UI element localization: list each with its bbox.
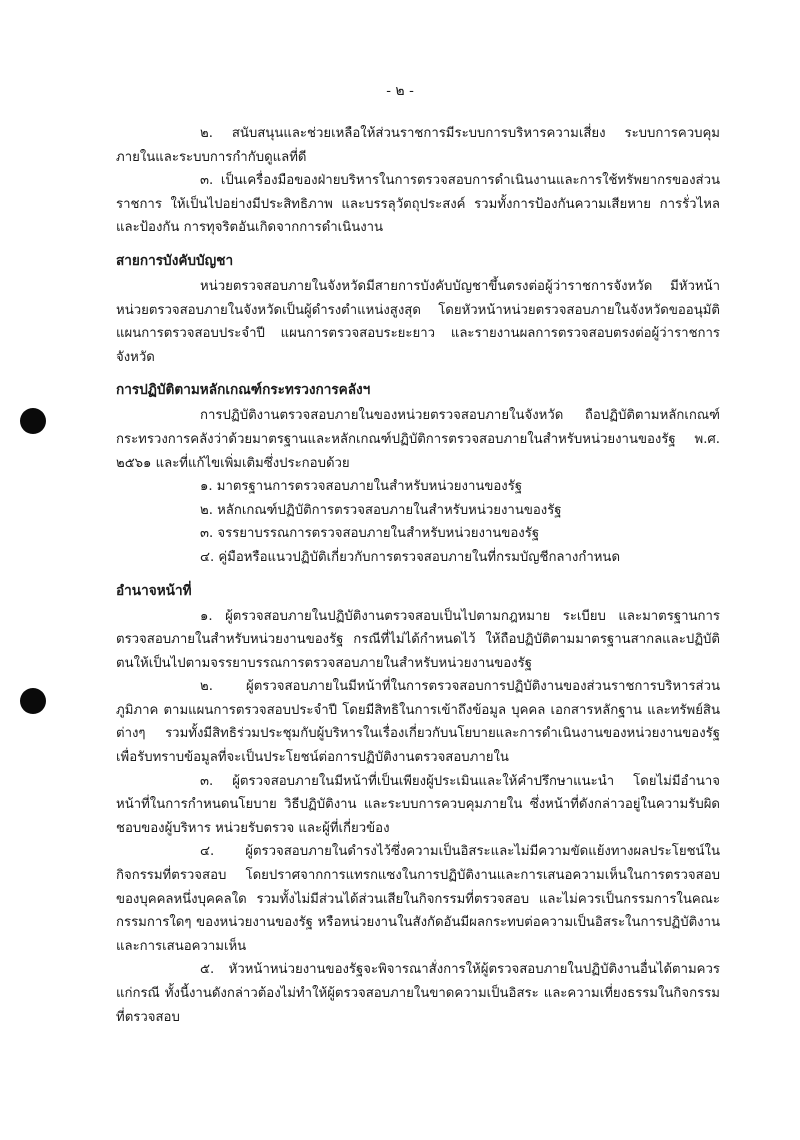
document-body — [116, 122, 720, 1029]
duties-heading: อำนาจหน้าที่ — [116, 582, 192, 599]
page-number: - ๒ - — [386, 83, 414, 99]
intro-item-2: ๒. สนับสนุนและช่วยเหลือให้ส่วนราชการมีระบบการบริหารความเสี่ยง ระบบการควบคุมภายในและระบบการกำกับดูแลที่ดี — [116, 126, 720, 165]
compliance-item: ๑. มาตรฐานการตรวจสอบภายในสำหรับหน่วยงานของรัฐ — [200, 479, 523, 495]
punch-hole-top — [20, 408, 46, 434]
duty-item-4: ๔. ผู้ตรวจสอบภายในดำรงไว้ซึ่งความเป็นอิสระและไม่มีความขัดแย้งทางผลประโยชน์ในกิจกรรมที่ตรวจสอบ โดยปราศจากการแทรกแซงในการปฏิบัติงานและการเสนอความเห็นในการตรวจสอบของบุคคลหนึ่งบุคคลใด รวมทั้งไม่มีส่วนได้ส่วนเสียในกิจกรรมที่ตรวจสอบ และไม่ควรเป็นกรรมการในคณะกรรมการใดๆ ของหน่วยงานของรัฐ หรือหน่วยงานในสังกัดอันมีผลกระทบต่อความเป็นอิสระในการปฏิบัติงานและการเสนอความเห็น — [116, 844, 720, 954]
compliance-item: ๒. หลักเกณฑ์ปฏิบัติการตรวจสอบภายในสำหรับหน่วยงานของรัฐ — [200, 502, 562, 518]
compliance-body: การปฏิบัติงานตรวจสอบภายในของหน่วยตรวจสอบภายในจังหวัด ถือปฏิบัติตามหลักเกณฑ์กระทรวงการคลังว่าด้วยมาตรฐานและหลักเกณฑ์ปฏิบัติการตรวจสอบภายในสำหรับหน่วยงานของรัฐ พ.ศ. ๒๕๖๑ และที่แก้ไขเพิ่มเติมซึ่งประกอบด้วย — [116, 408, 720, 471]
compliance-item: ๔. คู่มือหรือแนวปฏิบัติเกี่ยวกับการตรวจสอบภายในที่กรมบัญชีกลางกำหนด — [200, 549, 621, 565]
duty-item-1: ๑. ผู้ตรวจสอบภายในปฏิบัติงานตรวจสอบเป็นไปตามกฎหมาย ระเบียบ และมาตรฐานการตรวจสอบภายในสำหรับหน่วยงานของรัฐ กรณีที่ไม่ได้กำหนดไว้ ให้ถือปฏิบัติตามมาตรฐานสากลและปฏิบัติตนให้เป็นไปตามจรรยาบรรณการตรวจสอบภายในสำหรับหน่วยงานของรัฐ — [116, 608, 720, 671]
duty-item-2: ๒. ผู้ตรวจสอบภายในมีหน้าที่ในการตรวจสอบการปฏิบัติงานของส่วนราชการบริหารส่วนภูมิภาค ตามแผนการตรวจสอบประจำปี โดยมีสิทธิในการเข้าถึงข้อมูล บุคคล เอกสารหลักฐาน และทรัพย์สินต่างๆ รวมทั้งมีสิทธิร่วมประชุมกับผู้บริหารในเรื่องเกี่ยวกับนโยบายและการดำเนินงานของหน่วยงานของรัฐ เพื่อรับทราบข้อมูลที่จะเป็นประโยชน์ต่อการปฏิบัติงานตรวจสอบภายใน — [116, 679, 720, 766]
intro-item-3: ๓. เป็นเครื่องมือของฝ่ายบริหารในการตรวจสอบการดำเนินงานและการใช้ทรัพยากรของส่วนราชการ ให้เป็นไปอย่างมีประสิทธิภาพ และบรรลุวัตถุประสงค์ รวมทั้งการป้องกันความเสียหาย การรั่วไหล และป้องกัน การทุจริตอันเกิดจากการดำเนินงาน — [116, 173, 720, 236]
duty-item-5: ๕. หัวหน้าหน่วยงานของรัฐจะพิจารณาสั่งการให้ผู้ตรวจสอบภายในปฏิบัติงานอื่นได้ตามควรแก่กรณี ทั้งนี้งานดังกล่าวต้องไม่ทำให้ผู้ตรวจสอบภายในขาดความเป็นอิสระ และความเที่ยงธรรมในกิจกรรมที่ตรวจสอบ — [116, 962, 720, 1025]
chain-heading: สายการบังคับบัญชา — [116, 252, 234, 269]
punch-hole-bottom — [20, 688, 46, 714]
compliance-heading: การปฏิบัติตามหลักเกณฑ์กระทรวงการคลังฯ — [116, 382, 371, 399]
chain-body: หน่วยตรวจสอบภายในจังหวัดมีสายการบังคับบัญชาขึ้นตรงต่อผู้ว่าราชการจังหวัด มีหัวหน้าหน่วยตรวจสอบภายในจังหวัดเป็นผู้ดำรงตำแหน่งสูงสุด โดยหัวหน้าหน่วยตรวจสอบภายในจังหวัดขออนุมัติแผนการตรวจสอบประจำปี แผนการตรวจสอบระยะยาว และรายงานผลการตรวจสอบตรงต่อผู้ว่าราชการจังหวัด — [116, 278, 720, 365]
compliance-list — [116, 475, 720, 569]
duty-item-3: ๓. ผู้ตรวจสอบภายในมีหน้าที่เป็นเพียงผู้ประเมินและให้คำปรึกษาแนะนำ โดยไม่มีอำนาจหน้าที่ในการกำหนดนโยบาย วิธีปฏิบัติงาน และระบบการควบคุมภายใน ซึ่งหน้าที่ดังกล่าวอยู่ในความรับผิดชอบของผู้บริหาร หน่วยรับตรวจ และผู้ที่เกี่ยวข้อง — [116, 773, 720, 836]
compliance-item: ๓. จรรยาบรรณการตรวจสอบภายในสำหรับหน่วยงานของรัฐ — [200, 526, 540, 542]
